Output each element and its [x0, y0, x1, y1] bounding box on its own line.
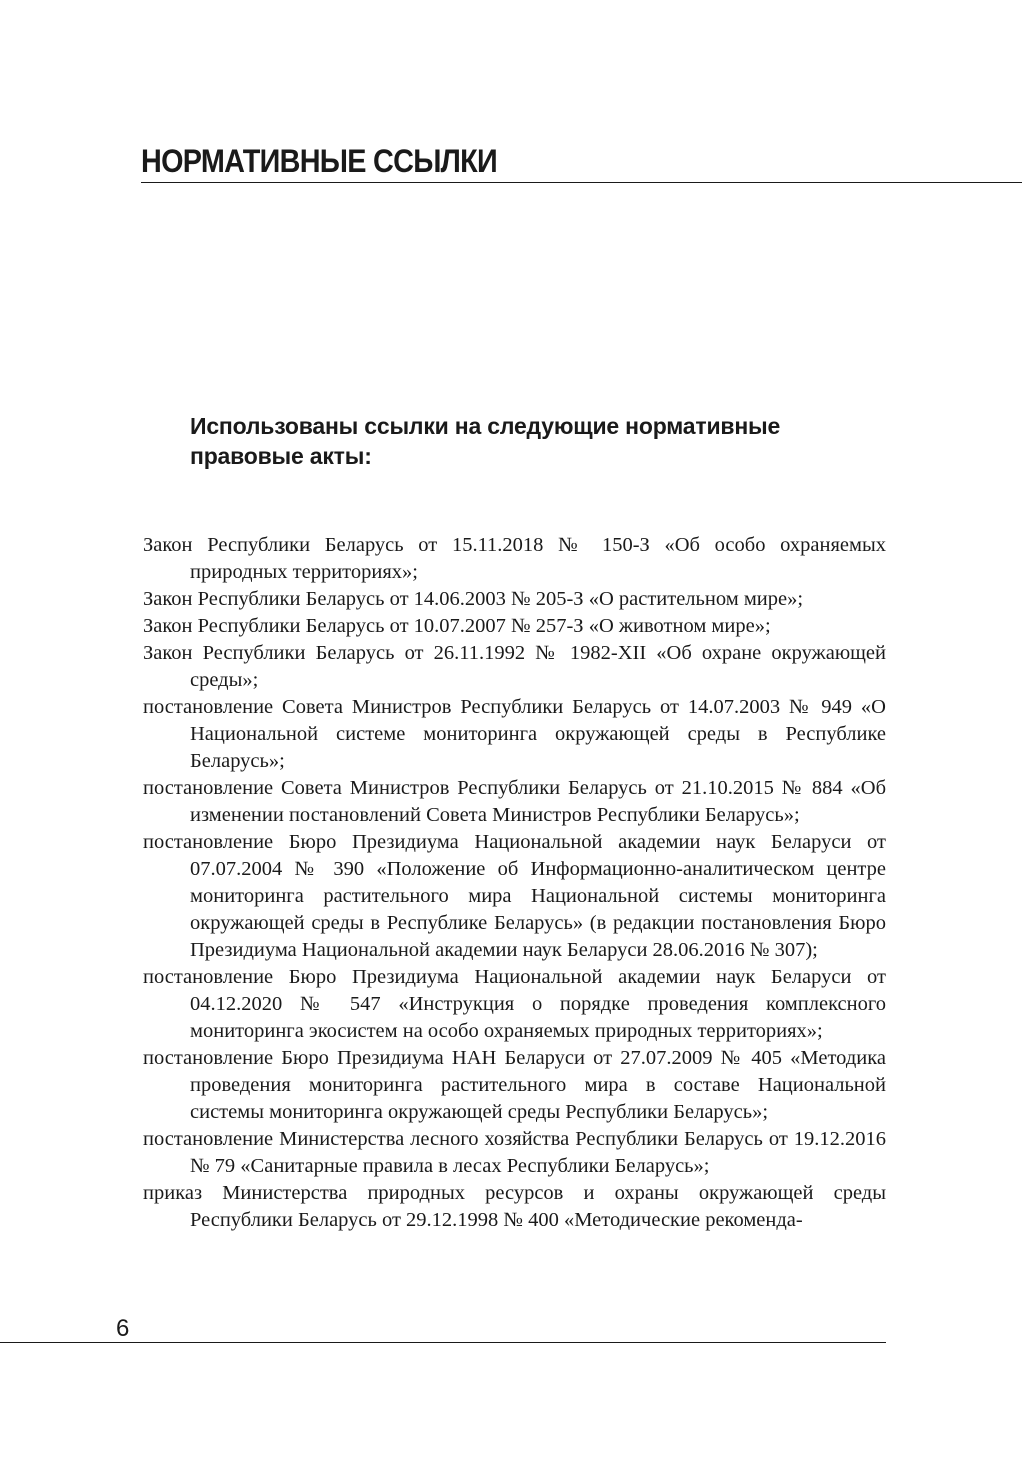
reference-item: Закон Республики Беларусь от 15.11.2018 № 150-З «Об особо охраняемых природных территориях»; — [143, 534, 886, 583]
page-number: 6 — [116, 1315, 130, 1342]
reference-item: постановление Совета Министров Республики Беларусь от 14.07.2003 № 949 «О Национальной системе мониторинга окружающей среды в Республике Беларусь»; — [143, 696, 886, 772]
reference-item: Закон Республики Беларусь от 26.11.1992 № 1982-XII «Об охране окружающей среды»; — [143, 642, 886, 691]
footer-divider — [0, 1342, 886, 1343]
reference-item: постановление Совета Министров Республики Беларусь от 21.10.2015 № 884 «Об изменении постановлений Совета Министров Республики Беларусь»; — [143, 777, 886, 826]
section-heading: Использованы ссылки на следующие нормативные правовые акты: — [190, 413, 781, 469]
reference-item: Закон Республики Беларусь от 14.06.2003 № 205-З «О растительном мире»; — [143, 588, 804, 610]
reference-item: Закон Республики Беларусь от 10.07.2007 № 257-З «О животном мире»; — [143, 615, 771, 637]
reference-item: постановление Бюро Президиума Национальной академии наук Беларуси от 04.12.2020 № 547 «Инструкция о порядке проведения комплексного мониторинга экосистем на особо охраняемых природных территориях»; — [143, 966, 886, 1042]
title-divider — [141, 182, 1022, 183]
reference-item: постановление Бюро Президиума НАН Беларуси от 27.07.2009 № 405 «Методика проведения мониторинга растительного мира в составе Национальной системы мониторинга окружающей среды Республики Беларусь»; — [143, 1047, 886, 1123]
references-list — [143, 532, 886, 1234]
reference-item: постановление Бюро Президиума Национальной академии наук Беларуси от 07.07.2004 № 390 «Положение об Информационно-аналитическом центре мониторинга растительного мира Национальной системы мониторинга окружающей среды в Республике Беларусь» (в редакции постановления Бюро Президиума Национальной академии наук Беларуси 28.06.2016 № 307); — [143, 831, 886, 961]
chapter-title: НОРМАТИВНЫЕ ССЫЛКИ — [141, 143, 498, 179]
reference-item: приказ Министерства природных ресурсов и охраны окружающей среды Республики Беларусь от 29.12.1998 № 400 «Методические рекоменда- — [143, 1182, 886, 1231]
reference-item: постановление Министерства лесного хозяйства Республики Беларусь от 19.12.2016 № 79 «Санитарные правила в лесах Республики Беларусь»; — [143, 1128, 886, 1177]
